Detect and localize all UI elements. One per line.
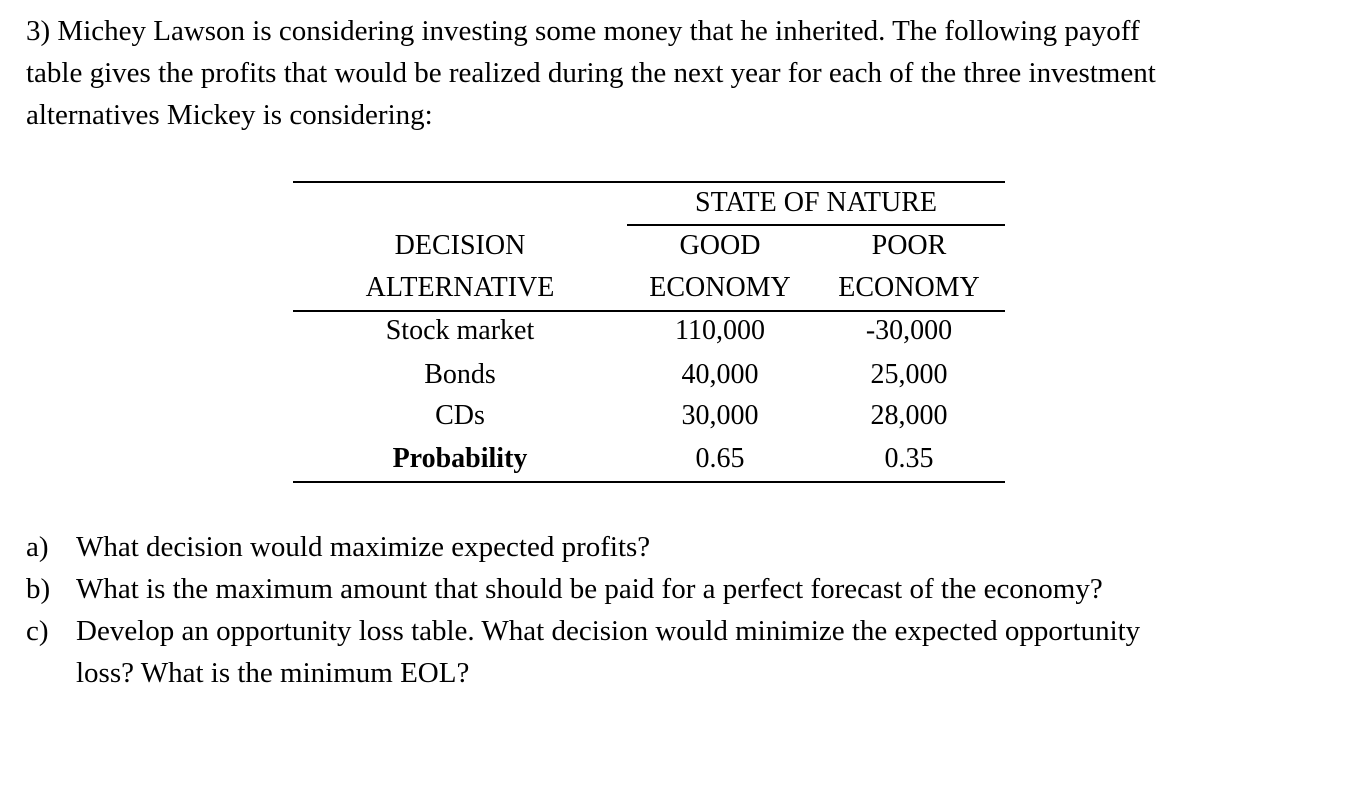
intro-line-3: alternatives Mickey is considering: bbox=[26, 99, 433, 131]
row-cds-poor: 28,000 bbox=[870, 400, 948, 431]
row-cds-label: CDs bbox=[435, 400, 485, 431]
row-bonds-poor: 25,000 bbox=[870, 359, 948, 390]
intro-line-2: table gives the profits that would be realized during the next year for each of the three investment bbox=[26, 57, 1156, 89]
table-bottom-rule bbox=[293, 481, 1005, 483]
decision-header-line-2: ALTERNATIVE bbox=[365, 272, 555, 303]
row-bonds-label: Bonds bbox=[424, 359, 496, 390]
question-c bbox=[26, 610, 1346, 694]
state-header-rule bbox=[627, 224, 1005, 226]
row-stock-market-good: 110,000 bbox=[675, 315, 765, 346]
table-top-rule bbox=[293, 181, 1005, 183]
question-a bbox=[26, 526, 1346, 568]
question-list bbox=[26, 526, 1346, 694]
row-stock-market-poor: -30,000 bbox=[865, 315, 953, 346]
question-b bbox=[26, 568, 1346, 610]
question-b-text: What is the maximum amount that should be paid for a perfect forecast of the economy? bbox=[76, 573, 1103, 605]
probability-good: 0.65 bbox=[695, 443, 745, 474]
intro-line-1: 3) Michey Lawson is considering investing some money that he inherited. The following payoff bbox=[26, 15, 1140, 47]
question-c-text-line-1: Develop an opportunity loss table. What decision would minimize the expected opportunity bbox=[76, 615, 1141, 647]
question-b-marker: b) bbox=[26, 573, 51, 605]
problem-statement bbox=[26, 10, 1346, 136]
question-a-text: What decision would maximize expected profits? bbox=[76, 531, 651, 563]
probability-poor: 0.35 bbox=[884, 443, 934, 474]
good-economy-header-line-1: GOOD bbox=[679, 230, 761, 261]
question-a-marker: a) bbox=[26, 531, 49, 563]
decision-header-line-1: DECISION bbox=[394, 230, 526, 261]
question-c-marker: c) bbox=[26, 615, 49, 647]
question-c-text-line-2: loss? What is the minimum EOL? bbox=[76, 657, 470, 689]
row-bonds-good: 40,000 bbox=[681, 359, 759, 390]
header-bottom-rule bbox=[293, 310, 1005, 312]
row-cds-good: 30,000 bbox=[681, 400, 759, 431]
poor-economy-header-line-1: POOR bbox=[871, 230, 947, 261]
row-stock-market-label: Stock market bbox=[385, 315, 535, 346]
good-economy-header-line-2: ECONOMY bbox=[649, 272, 791, 303]
probability-label: Probability bbox=[392, 443, 528, 474]
poor-economy-header-line-2: ECONOMY bbox=[838, 272, 980, 303]
state-of-nature-header: STATE OF NATURE bbox=[695, 187, 937, 218]
